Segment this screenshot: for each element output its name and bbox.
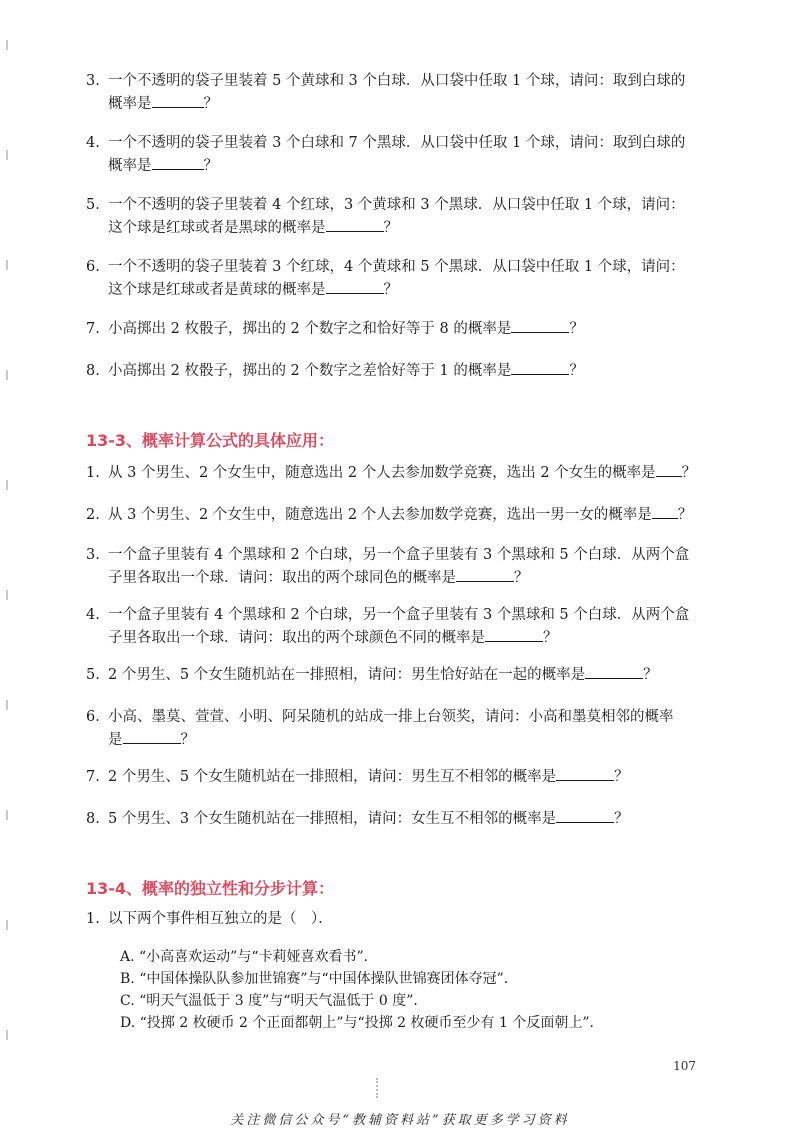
question-b2: 2. 从 3 个男生、2 个女生中，随意选出 2 个人去参加数学竞赛，选出一男一女的概率是 ？ [86, 504, 692, 527]
question-b6: 6. 小高、墨莫、萱萱、小明、阿呆随机的站成一排上台领奖，请问：小高和墨莫相邻的概率 是 ？ [86, 709, 674, 748]
option-b[interactable]: B. “中国体操队队参加世锦赛”与“中国体操队世锦赛团体夺冠”． [120, 971, 518, 987]
option-d[interactable]: D. “投掷 2 枚硬币 2 个正面都朝上”与“投掷 2 枚硬币至少有 1 个反面朝上”． [120, 1015, 604, 1031]
answer-blank[interactable] [123, 729, 181, 744]
section-heading-13-4: 13-4、概率的独立性和分步计算： [86, 879, 335, 898]
question-b8: 8. 5 个男生、3 个女生随机站在一排照相，请问：女生互不相邻的概率是 ？ [86, 808, 629, 831]
binding-edge [6, 40, 10, 1100]
question-c1: 1. 以下两个事件相互独立的是（ ）． [86, 911, 333, 927]
answer-blank[interactable] [456, 567, 514, 582]
answer-blank[interactable] [556, 766, 614, 781]
question-a7: 7. 小高掷出 2 枚骰子，掷出的 2 个数字之和恰好等于 8 的概率是 ？ [86, 318, 584, 341]
answer-blank[interactable] [152, 93, 204, 108]
answer-blank[interactable] [326, 217, 384, 232]
section-heading-13-3: 13-3、概率计算公式的具体应用： [86, 431, 335, 450]
question-b1: 1. 从 3 个男生、2 个女生中，随意选出 2 个人去参加数学竞赛，选出 2 个女生的概率是 ？ [86, 462, 696, 485]
answer-blank[interactable] [585, 664, 643, 679]
answer-blank[interactable] [511, 360, 569, 375]
answer-blank[interactable] [656, 462, 682, 477]
option-c[interactable]: C. “明天气温低于 3 度”与“明天气温低于 0 度”． [120, 993, 428, 1009]
question-a8: 8. 小高掷出 2 枚骰子，掷出的 2 个数字之差恰好等于 1 的概率是 ？ [86, 360, 584, 383]
answer-blank[interactable] [152, 155, 204, 170]
question-a4: 4. 一个不透明的袋子里装着 3 个白球和 7 个黑球．从口袋中任取 1 个球，请问：取到白球的 概率是 ？ [86, 135, 686, 174]
page-number: 107 [673, 1059, 696, 1073]
answer-blank[interactable] [511, 318, 569, 333]
question-b5: 5. 2 个男生、5 个女生随机站在一排照相，请问：男生恰好站在一起的概率是 ？ [86, 664, 658, 687]
question-a3: 3. 一个不透明的袋子里装着 5 个黄球和 3 个白球．从口袋中任取 1 个球，请问：取到白球的 概率是 ？ [86, 73, 686, 112]
footer-note: 关注微信公众号“教辅资料站”获取更多学习资料 [230, 1113, 570, 1128]
answer-blank[interactable] [485, 627, 543, 642]
question-a6: 6. 一个不透明的袋子里装着 3 个红球，4 个黄球和 5 个黑球．从口袋中任取 1 个球，请问： 这个球是红球或者是黄球的概率是 ？ [86, 259, 685, 298]
question-b3: 3. 一个盒子里装有 4 个黑球和 2 个白球，另一个盒子里装有 3 个黑球和 5 个白球．从两个盒 子里各取出一个球．请问：取出的两个球同色的概率是 ？ [86, 547, 690, 586]
options-list [86, 946, 716, 1034]
fold-mark [376, 1078, 381, 1098]
option-a[interactable]: A. “小高喜欢运动”与“卡莉娅喜欢看书”． [120, 949, 378, 965]
question-a5: 5. 一个不透明的袋子里装着 4 个红球，3 个黄球和 3 个黑球．从口袋中任取 1 个球，请问： 这个球是红球或者是黑球的概率是 ？ [86, 197, 685, 236]
question-b7: 7. 2 个男生、5 个女生随机站在一排照相，请问：男生互不相邻的概率是 ？ [86, 766, 629, 789]
answer-blank[interactable] [326, 279, 384, 294]
question-b4: 4. 一个盒子里装有 4 个黑球和 2 个白球，另一个盒子里装有 3 个黑球和 5 个白球．从两个盒 子里各取出一个球．请问：取出的两个球颜色不同的概率是 ？ [86, 607, 690, 646]
answer-blank[interactable] [652, 504, 678, 519]
answer-blank[interactable] [556, 808, 614, 823]
